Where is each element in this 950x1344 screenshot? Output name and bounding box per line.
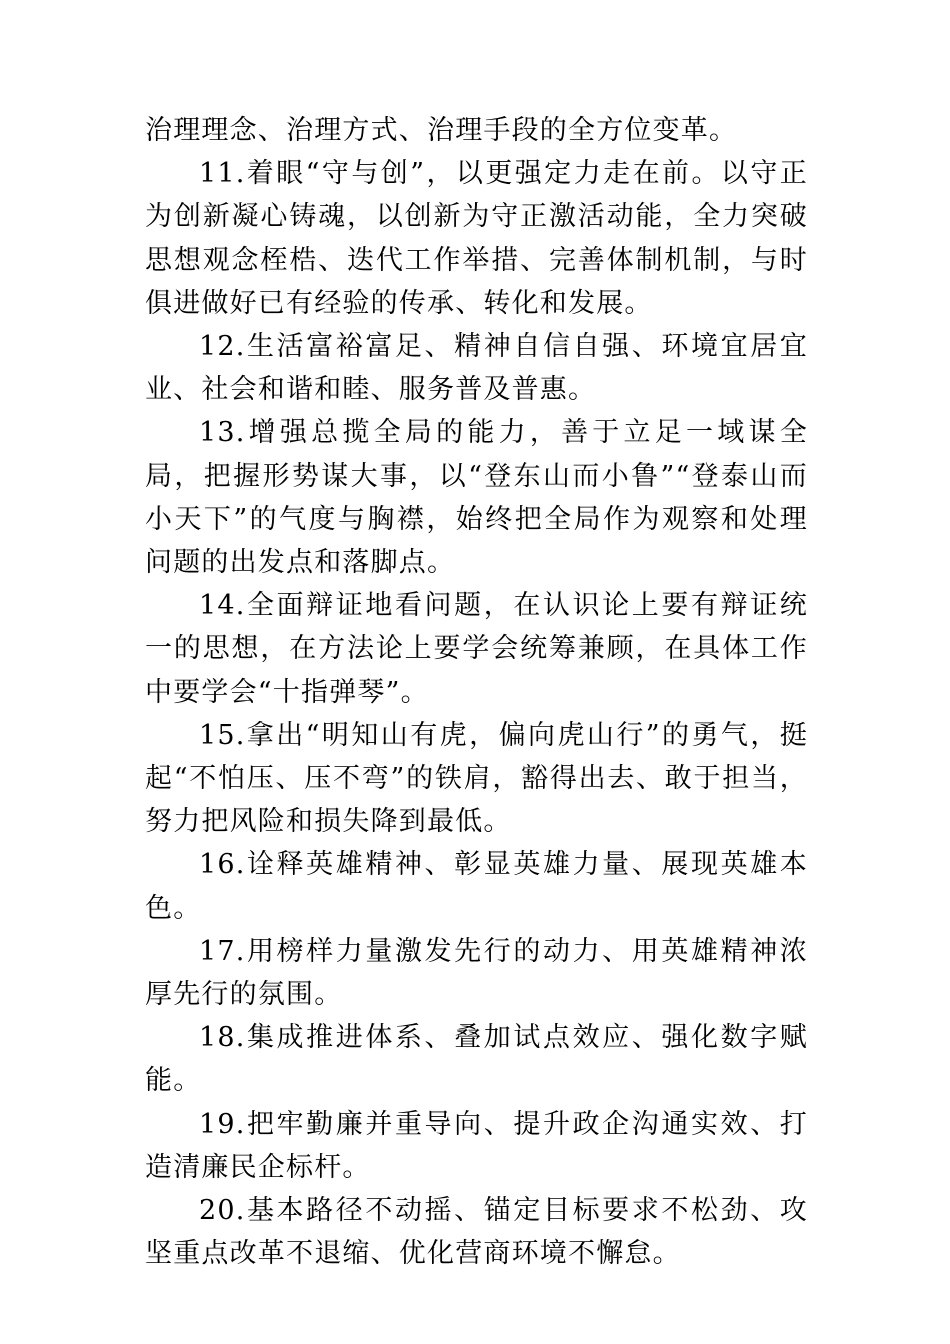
paragraph: 12.生活富裕富足、精神自信自强、环境宜居宜业、社会和谐和睦、服务普及普惠。 [145, 331, 808, 406]
paragraph: 治理理念、治理方式、治理手段的全方位变革。 [145, 115, 738, 146]
paragraph: 14.全面辩证地看问题，在认识论上要有辩证统一的思想，在方法论上要学会统筹兼顾，在具体工作中要学会“十指弹琴”。 [145, 590, 808, 708]
paragraph: 19.把牢勤廉并重导向、提升政企沟通实效、打造清廉民企标杆。 [145, 1108, 808, 1183]
paragraph: 20.基本路径不动摇、锚定目标要求不松劲、攻坚重点改革不退缩、优化营商环境不懈怠。 [145, 1195, 808, 1270]
paragraph: 11.着眼“守与创”，以更强定力走在前。以守正为创新凝心铸魂，以创新为守正激活动能，全力突破思想观念桎梏、迭代工作举措、完善体制机制，与时俱进做好已有经验的传承、转化和发展。 [145, 158, 808, 319]
paragraph: 13.增强总揽全局的能力，善于立足一域谋全局，把握形势谋大事，以“登东山而小鲁”“登泰山而小天下”的气度与胸襟，始终把全局作为观察和处理问题的出发点和落脚点。 [145, 417, 808, 579]
document-body [145, 109, 808, 1275]
paragraph: 18.集成推进体系、叠加试点效应、强化数字赋能。 [145, 1022, 808, 1097]
paragraph: 15.拿出“明知山有虎，偏向虎山行”的勇气，挺起“不怕压、压不弯”的铁肩，豁得出去、敢于担当，努力把风险和损失降到最低。 [145, 719, 808, 838]
paragraph: 16.诠释英雄精神、彰显英雄力量、展现英雄本色。 [145, 849, 808, 924]
paragraph: 17.用榜样力量激发先行的动力、用英雄精神浓厚先行的氛围。 [145, 935, 808, 1011]
